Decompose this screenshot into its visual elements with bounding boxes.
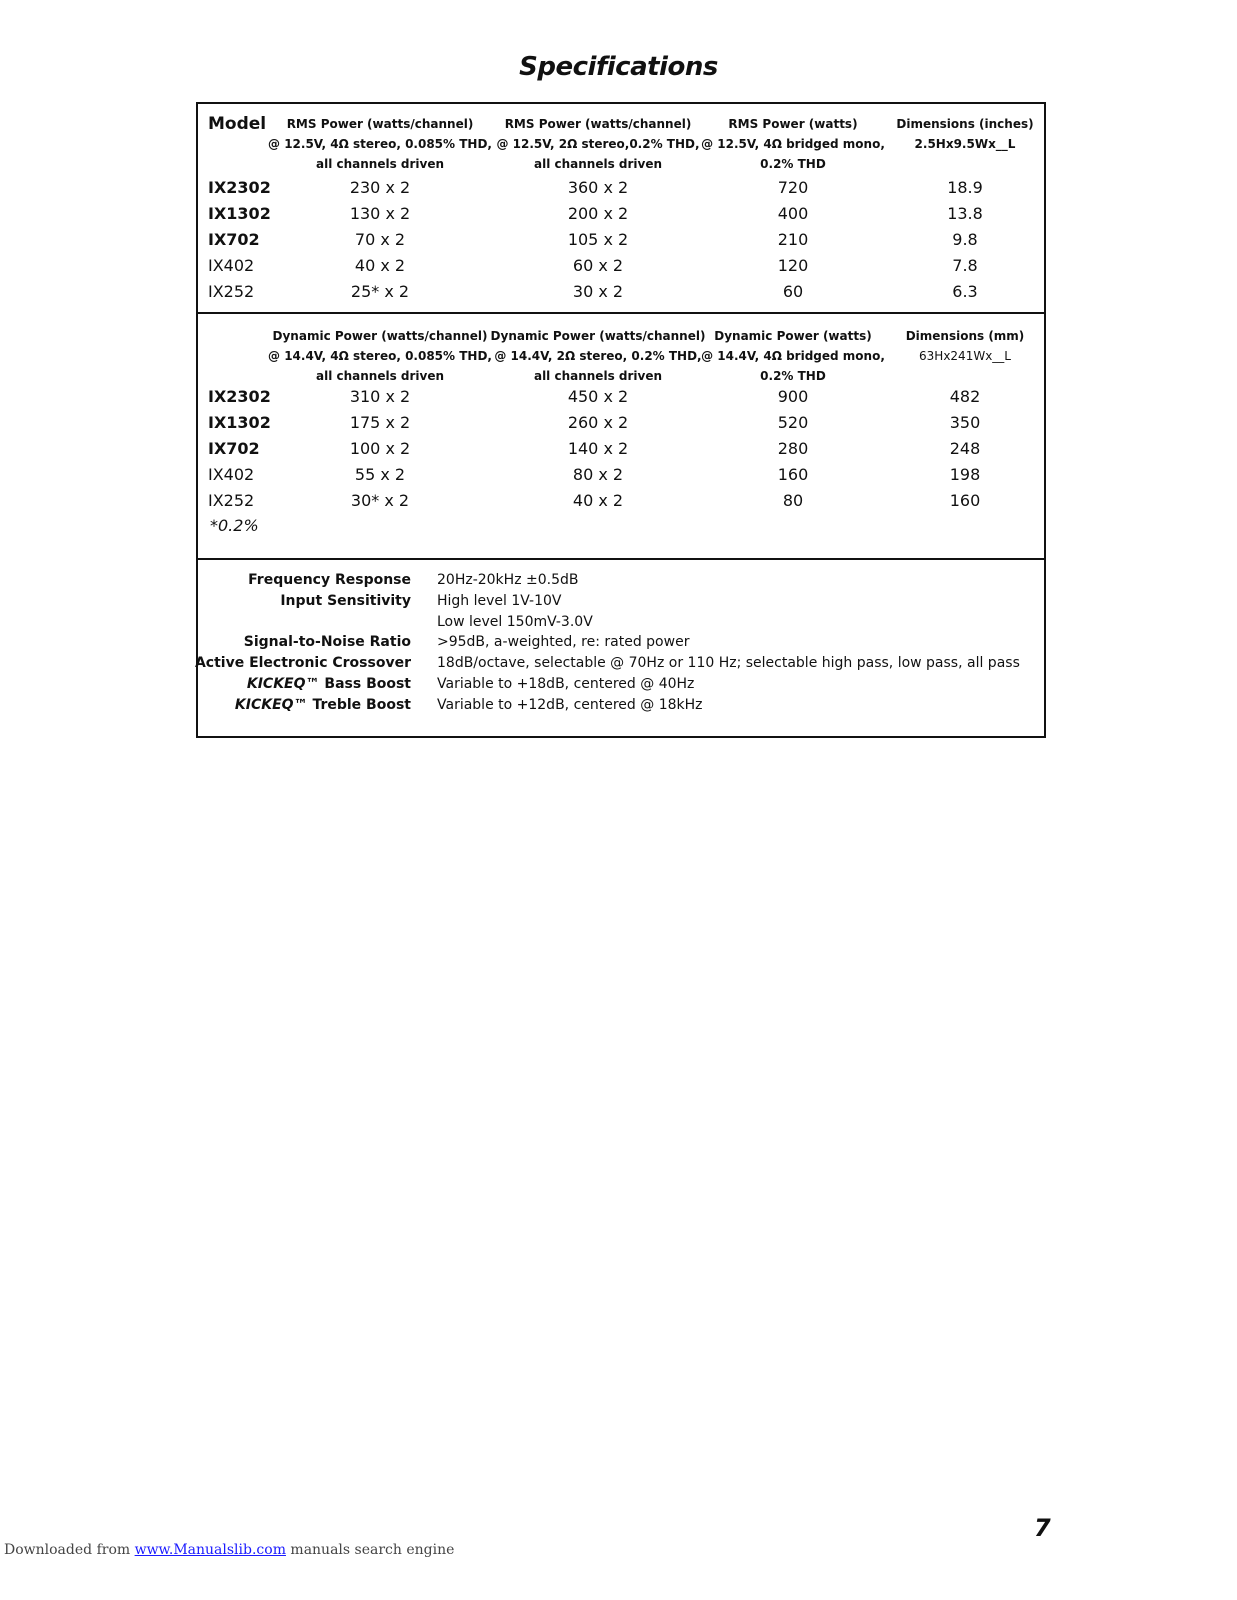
rms-row-model: IX2302 (208, 178, 271, 197)
page-title: Specifications (519, 52, 718, 82)
rms-row-col4: 9.8 (952, 230, 978, 249)
rms-row-col3: 720 (777, 178, 809, 197)
dyn-row-model: IX2302 (208, 387, 271, 406)
spec-label: Active Electronic Crossover (194, 655, 411, 671)
rms-col1-header: RMS Power (watts/channel) @ 12.5V, 4Ω stereo, 0.085% THD, all channels driven (268, 117, 492, 171)
dyn-row-col1: 310 x 2 (349, 387, 411, 406)
dyn-row-model: IX402 (208, 465, 255, 484)
dyn-row-col4: 482 (949, 387, 981, 406)
dyn-row-col1: 100 x 2 (349, 439, 411, 458)
rms-col3-header: RMS Power (watts) @ 12.5V, 4Ω bridged mono, 0.2% THD (701, 117, 885, 171)
rms-row-col3: 60 (782, 282, 804, 301)
spec-value: Variable to +18dB, centered @ 40Hz (437, 676, 695, 692)
dyn-row-col2: 450 x 2 (567, 387, 629, 406)
spec-label: Frequency Response (248, 572, 411, 588)
spec-value: Low level 150mV-3.0V (437, 614, 593, 630)
spec-value: >95dB, a-weighted, re: rated power (437, 634, 690, 650)
rms-row-col2: 200 x 2 (567, 204, 629, 223)
rms-row-col3: 210 (777, 230, 809, 249)
rms-row-col4: 7.8 (952, 256, 978, 275)
rms-row-col1: 40 x 2 (354, 256, 406, 275)
rms-row-col2: 105 x 2 (567, 230, 629, 249)
section-divider (198, 558, 1044, 560)
page-number: 7 (1034, 1514, 1051, 1542)
dyn-row-col2: 140 x 2 (567, 439, 629, 458)
dyn-row-model: IX702 (208, 439, 260, 458)
dyn-row-col1: 55 x 2 (354, 465, 406, 484)
rms-row-col2: 30 x 2 (572, 282, 624, 301)
spec-label: KICKEQ™ Treble Boost (234, 697, 411, 713)
dyn-col4-header: Dimensions (mm) 63Hx241Wx__L (905, 329, 1025, 363)
rms-row-model: IX252 (208, 282, 255, 301)
section-divider (198, 312, 1044, 314)
rms-row-col2: 60 x 2 (572, 256, 624, 275)
dyn-row-col2: 260 x 2 (567, 413, 629, 432)
rms-row-model: IX702 (208, 230, 260, 249)
rms-row-model: IX1302 (208, 204, 271, 223)
rms-col4-header: Dimensions (inches) 2.5Hx9.5Wx__L (896, 117, 1034, 151)
dyn-row-col2: 40 x 2 (572, 491, 624, 510)
rms-row-model: IX402 (208, 256, 255, 275)
dyn-row-col4: 350 (949, 413, 981, 432)
rms-col2-header: RMS Power (watts/channel) @ 12.5V, 2Ω stereo,0.2% THD, all channels driven (496, 117, 700, 171)
dyn-col1-header: Dynamic Power (watts/channel) @ 14.4V, 4Ω stereo, 0.085% THD, all channels driven (268, 329, 492, 383)
dyn-row-col1: 30* x 2 (350, 491, 410, 510)
dyn-col3-header: Dynamic Power (watts) @ 14.4V, 4Ω bridged mono, 0.2% THD (701, 329, 885, 383)
spec-label: KICKEQ™ Bass Boost (246, 676, 411, 692)
spec-value: Variable to +12dB, centered @ 18kHz (437, 697, 703, 713)
dyn-row-col3: 80 (782, 491, 804, 510)
footer-suffix: manuals search engine (285, 1542, 455, 1558)
rms-row-col1: 25* x 2 (350, 282, 410, 301)
download-footer (4, 1542, 454, 1558)
spec-value: High level 1V-10V (437, 593, 562, 609)
dyn-row-col3: 280 (777, 439, 809, 458)
dyn-col2-header: Dynamic Power (watts/channel) @ 14.4V, 2Ω stereo, 0.2% THD, all channels driven (490, 329, 706, 383)
footnote: *0.2% (210, 516, 259, 535)
dyn-row-col4: 248 (949, 439, 981, 458)
dyn-row-model: IX1302 (208, 413, 271, 432)
rms-row-col4: 13.8 (947, 204, 983, 223)
dyn-row-col1: 175 x 2 (349, 413, 411, 432)
rms-row-col1: 230 x 2 (349, 178, 411, 197)
rms-row-col1: 70 x 2 (354, 230, 406, 249)
footer-prefix: Downloaded from (4, 1542, 135, 1558)
dyn-row-col3: 520 (777, 413, 809, 432)
spec-value: 18dB/octave, selectable @ 70Hz or 110 Hz; selectable high pass, low pass, all pass (437, 655, 1020, 671)
manualslib-link[interactable]: www.Manualslib.com (134, 1542, 286, 1558)
specifications-table (196, 102, 1046, 738)
dyn-row-model: IX252 (208, 491, 255, 510)
spec-value: 20Hz-20kHz ±0.5dB (437, 572, 579, 588)
rms-row-col4: 6.3 (952, 282, 978, 301)
dyn-row-col4: 198 (949, 465, 981, 484)
rms-row-col3: 400 (777, 204, 809, 223)
dyn-row-col4: 160 (949, 491, 981, 510)
model-column-header: Model (208, 114, 267, 134)
rms-row-col4: 18.9 (947, 178, 983, 197)
dyn-row-col3: 160 (777, 465, 809, 484)
rms-row-col3: 120 (777, 256, 809, 275)
dyn-row-col2: 80 x 2 (572, 465, 624, 484)
rms-row-col1: 130 x 2 (349, 204, 411, 223)
spec-label: Input Sensitivity (280, 593, 411, 609)
spec-label: Signal-to-Noise Ratio (243, 634, 411, 650)
rms-row-col2: 360 x 2 (567, 178, 629, 197)
dyn-row-col3: 900 (777, 387, 809, 406)
